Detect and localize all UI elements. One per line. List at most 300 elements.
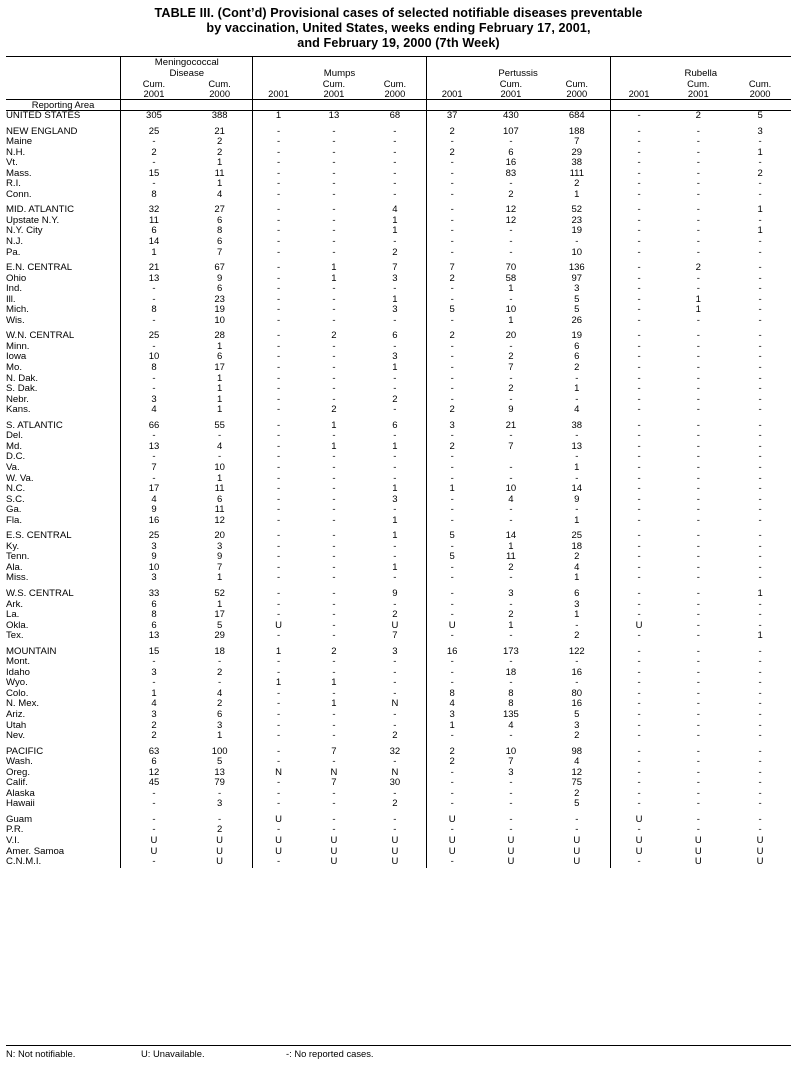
table-cell: - bbox=[121, 799, 187, 810]
table-cell: 3 bbox=[121, 668, 187, 679]
table-cell: 1 bbox=[757, 225, 763, 237]
table-cell: U bbox=[756, 856, 764, 868]
table-row bbox=[6, 857, 791, 868]
table-cell: 2 bbox=[508, 351, 514, 363]
table-row-area: Ky. bbox=[6, 540, 20, 552]
table-cell: 9 bbox=[508, 404, 514, 416]
table-row bbox=[6, 710, 791, 721]
table-cell: 684 bbox=[544, 111, 610, 122]
table-cell: - bbox=[121, 474, 187, 485]
table-cell: 3 bbox=[364, 305, 426, 316]
table-cell: 9 bbox=[544, 495, 610, 506]
table-cell: 12 bbox=[121, 768, 187, 779]
table-row-area: MID. ATLANTIC bbox=[6, 204, 75, 216]
table-cell: - bbox=[758, 530, 762, 542]
table-cell: - bbox=[696, 188, 700, 200]
table-cell: U bbox=[364, 836, 426, 847]
table-cell: - bbox=[332, 461, 336, 473]
table-cell: - bbox=[364, 158, 426, 169]
table-cell: - bbox=[332, 572, 336, 584]
table-cell: - bbox=[696, 824, 700, 836]
table-cell: - bbox=[637, 157, 641, 169]
table-cell: 2 bbox=[449, 146, 455, 158]
table-cell: 2 bbox=[544, 552, 610, 563]
table-cell: - bbox=[696, 272, 700, 284]
header-group-meningococcal bbox=[121, 57, 253, 80]
table-cell: - bbox=[696, 483, 700, 495]
table-row bbox=[6, 248, 791, 259]
table-cell: 7 bbox=[364, 631, 426, 642]
table-cell: U bbox=[448, 845, 456, 857]
table-cell: - bbox=[450, 214, 454, 226]
table-cell: - bbox=[276, 514, 281, 526]
table-cell: - bbox=[758, 157, 762, 169]
table-row bbox=[6, 205, 791, 216]
table-row-area: MOUNTAIN bbox=[6, 645, 57, 657]
table-cell: - bbox=[121, 179, 187, 190]
table-cell: - bbox=[758, 813, 762, 825]
table-cell: - bbox=[509, 372, 513, 384]
table-cell: - bbox=[450, 587, 454, 599]
table-cell: 1 bbox=[275, 110, 282, 121]
table-cell: 10 bbox=[505, 304, 517, 316]
table-row bbox=[6, 179, 791, 190]
table-cell: - bbox=[364, 342, 426, 353]
table-cell: - bbox=[364, 463, 426, 474]
table-row bbox=[6, 836, 791, 847]
table-cell: - bbox=[696, 630, 700, 642]
table-cell: 8 bbox=[121, 190, 187, 201]
table-row-area: Ga. bbox=[6, 504, 22, 516]
table-cell: - bbox=[509, 461, 513, 473]
header-col-pertussis-cum2000: Cum. 2000 bbox=[544, 79, 610, 100]
table-cell: - bbox=[696, 493, 700, 505]
table-row bbox=[6, 516, 791, 527]
table-row-area: Mass. bbox=[6, 167, 32, 179]
table-cell: - bbox=[450, 430, 454, 442]
table-cell: - bbox=[696, 798, 700, 810]
table-cell: U bbox=[544, 857, 610, 868]
table-row-area: NEW ENGLAND bbox=[6, 125, 78, 137]
table-cell: - bbox=[696, 540, 700, 552]
table-row bbox=[6, 815, 791, 826]
table-cell: 2 bbox=[544, 631, 610, 642]
table-row-area: Pa. bbox=[6, 246, 21, 258]
table-cell: 2 bbox=[508, 609, 514, 621]
table-cell: U bbox=[275, 845, 282, 857]
table-header bbox=[6, 57, 791, 111]
table-cell: - bbox=[450, 630, 454, 642]
table-cell: - bbox=[637, 561, 641, 573]
table-cell: 25 bbox=[544, 531, 610, 542]
table-cell: - bbox=[276, 214, 281, 226]
header-group-meningococcal-line2: Disease bbox=[169, 68, 205, 79]
table-cell: - bbox=[637, 530, 641, 542]
table-cell: 1 bbox=[544, 573, 610, 584]
table-cell: 52 bbox=[187, 589, 253, 600]
table-cell: - bbox=[509, 787, 513, 799]
table-row-area: S. Dak. bbox=[6, 383, 38, 395]
table-cell: 6 bbox=[187, 216, 253, 227]
table-cell: - bbox=[509, 472, 513, 484]
table-cell: - bbox=[450, 730, 454, 742]
table-cell: - bbox=[332, 756, 336, 768]
table-cell: 21 bbox=[121, 263, 187, 274]
table-cell: - bbox=[450, 787, 454, 799]
table-cell: - bbox=[332, 146, 336, 158]
table-cell: - bbox=[276, 178, 281, 190]
table-row bbox=[6, 190, 791, 201]
table-cell: 4 bbox=[508, 719, 514, 731]
table-cell: 1 bbox=[187, 158, 253, 169]
table-cell: - bbox=[696, 214, 700, 226]
table-cell: 2 bbox=[331, 404, 337, 416]
table-cell: - bbox=[450, 824, 454, 836]
table-cell: - bbox=[637, 136, 641, 148]
table-cell: - bbox=[121, 284, 187, 295]
header-col-rubella-2001: 2001 bbox=[628, 88, 650, 99]
table-cell: - bbox=[332, 136, 336, 148]
table-cell: - bbox=[758, 188, 762, 200]
table-cell: - bbox=[450, 540, 454, 552]
table-cell: U bbox=[121, 847, 187, 858]
table-cell: - bbox=[696, 698, 700, 710]
table-row bbox=[6, 474, 791, 485]
table-cell: - bbox=[758, 283, 762, 295]
table-row-area: Kans. bbox=[6, 404, 31, 416]
table-cell: - bbox=[758, 451, 762, 463]
table-cell: 122 bbox=[544, 647, 610, 658]
table-cell: - bbox=[364, 825, 426, 836]
table-cell: - bbox=[758, 730, 762, 742]
table-cell: - bbox=[121, 657, 187, 668]
table-cell: 5 bbox=[544, 799, 610, 810]
table-cell: 17 bbox=[187, 610, 253, 621]
table-cell: - bbox=[758, 609, 762, 621]
table-cell: - bbox=[332, 587, 336, 599]
table-cell: 11 bbox=[505, 551, 516, 563]
table-cell: - bbox=[637, 483, 641, 495]
table-cell: 2 bbox=[364, 799, 426, 810]
table-cell: - bbox=[332, 236, 336, 248]
table-cell: - bbox=[364, 542, 426, 553]
table-row-area: Mo. bbox=[6, 362, 22, 374]
table-cell: - bbox=[276, 483, 281, 495]
table-cell: 1 bbox=[544, 610, 610, 621]
table-cell: 9 bbox=[187, 274, 253, 285]
table-cell: 11 bbox=[121, 216, 187, 227]
table-cell: 1 bbox=[757, 146, 763, 158]
table-cell: - bbox=[637, 598, 641, 610]
table-cell: 3 bbox=[364, 647, 426, 658]
table-cell: 13 bbox=[328, 110, 340, 121]
table-row bbox=[6, 295, 791, 306]
table-cell: - bbox=[509, 136, 513, 148]
table-row-area: Wis. bbox=[6, 314, 25, 326]
table-cell: - bbox=[696, 246, 700, 258]
table-cell: 3 bbox=[187, 721, 253, 732]
table-cell: - bbox=[637, 551, 641, 563]
table-cell: - bbox=[696, 178, 700, 190]
table-cell: - bbox=[276, 756, 281, 768]
table-cell: 4 bbox=[121, 495, 187, 506]
table-cell: 29 bbox=[187, 631, 253, 642]
table-cell: - bbox=[276, 419, 281, 431]
table-cell: 1 bbox=[364, 226, 426, 237]
table-cell: 6 bbox=[121, 600, 187, 611]
table-cell: - bbox=[364, 710, 426, 721]
table-cell: 1 bbox=[364, 216, 426, 227]
table-cell: - bbox=[187, 789, 253, 800]
table-cell: 2 bbox=[121, 731, 187, 742]
table-cell: 3 bbox=[449, 708, 455, 720]
table-cell: 1 bbox=[449, 719, 455, 731]
table-cell: 10 bbox=[187, 463, 253, 474]
table-cell: 75 bbox=[544, 778, 610, 789]
table-cell: - bbox=[450, 393, 454, 405]
table-cell: - bbox=[758, 756, 762, 768]
table-row bbox=[6, 668, 791, 679]
table-cell: 25 bbox=[121, 127, 187, 138]
table-cell: - bbox=[637, 514, 641, 526]
table-cell: 1 bbox=[508, 619, 514, 631]
table-cell: 2 bbox=[695, 262, 701, 274]
table-cell: - bbox=[637, 698, 641, 710]
table-row-area: E.S. CENTRAL bbox=[6, 530, 72, 542]
table-cell: 68 bbox=[364, 111, 426, 122]
table-row-area: Alaska bbox=[6, 787, 35, 799]
table-cell: U bbox=[635, 845, 643, 857]
table-cell: - bbox=[332, 656, 336, 668]
table-cell: 7 bbox=[331, 777, 337, 789]
table-cell: - bbox=[332, 383, 336, 395]
table-cell: - bbox=[276, 225, 281, 237]
table-cell: 1 bbox=[187, 384, 253, 395]
table-cell: 7 bbox=[187, 248, 253, 259]
table-cell: U bbox=[187, 857, 253, 868]
table-cell: 7 bbox=[508, 362, 514, 374]
table-cell: - bbox=[276, 630, 281, 642]
table-cell: 30 bbox=[364, 778, 426, 789]
table-cell: 14 bbox=[544, 484, 610, 495]
table-cell: 6 bbox=[121, 621, 187, 632]
table-cell: 11 bbox=[187, 169, 253, 180]
table-cell: - bbox=[332, 630, 336, 642]
table-cell: - bbox=[276, 372, 281, 384]
table-cell: - bbox=[758, 383, 762, 395]
table-cell: - bbox=[696, 330, 700, 342]
table-cell: 1 bbox=[449, 483, 455, 495]
table-cell: - bbox=[276, 598, 281, 610]
table-row-area: Miss. bbox=[6, 572, 29, 584]
table-cell: - bbox=[364, 431, 426, 442]
table-row bbox=[6, 647, 791, 658]
table-cell: - bbox=[544, 395, 610, 406]
table-cell: 2 bbox=[331, 330, 337, 342]
table-cell: 2 bbox=[695, 110, 701, 121]
table-cell: U bbox=[694, 845, 702, 857]
table-cell: 16 bbox=[121, 516, 187, 527]
table-cell: - bbox=[758, 798, 762, 810]
table-cell: 1 bbox=[364, 484, 426, 495]
table-row-area: N. Dak. bbox=[6, 372, 38, 384]
table-cell: - bbox=[121, 158, 187, 169]
table-cell: 1 bbox=[364, 442, 426, 453]
table-cell: - bbox=[509, 246, 513, 258]
table-cell: - bbox=[758, 787, 762, 799]
table-cell: - bbox=[696, 530, 700, 542]
table-cell: - bbox=[696, 362, 700, 374]
table-cell: 4 bbox=[544, 757, 610, 768]
table-row-area: Wyo. bbox=[6, 677, 28, 689]
table-row-area: Ill. bbox=[6, 293, 16, 305]
table-cell: - bbox=[637, 630, 641, 642]
table-cell: - bbox=[276, 451, 281, 463]
table-cell: 14 bbox=[121, 237, 187, 248]
table-cell: - bbox=[276, 551, 281, 563]
table-row-area: Md. bbox=[6, 440, 22, 452]
table-cell: 52 bbox=[544, 205, 610, 216]
table-row bbox=[6, 699, 791, 710]
table-cell: - bbox=[696, 340, 700, 352]
table-row bbox=[6, 552, 791, 563]
table-cell: 8 bbox=[449, 687, 455, 699]
table-row bbox=[6, 384, 791, 395]
table-cell: 2 bbox=[757, 167, 763, 179]
table-cell: 1 bbox=[187, 731, 253, 742]
table-row bbox=[6, 573, 791, 584]
table-cell: - bbox=[276, 798, 281, 810]
table-cell: - bbox=[450, 136, 454, 148]
table-cell: 13 bbox=[121, 274, 187, 285]
table-cell: - bbox=[121, 789, 187, 800]
table-cell: 12 bbox=[187, 516, 253, 527]
table-cell: - bbox=[450, 504, 454, 516]
table-cell: - bbox=[332, 504, 336, 516]
table-cell: - bbox=[332, 472, 336, 484]
table-cell: - bbox=[637, 146, 641, 158]
table-cell: - bbox=[276, 293, 281, 305]
table-cell: - bbox=[544, 825, 610, 836]
table-cell: 8 bbox=[121, 363, 187, 374]
table-cell: - bbox=[364, 757, 426, 768]
table-cell: 10 bbox=[121, 563, 187, 574]
table-cell: 27 bbox=[187, 205, 253, 216]
table-cell: - bbox=[450, 188, 454, 200]
table-cell: - bbox=[364, 573, 426, 584]
table-row-area: Fla. bbox=[6, 514, 22, 526]
table-cell: - bbox=[637, 493, 641, 505]
table-cell: - bbox=[509, 178, 513, 190]
table-cell: - bbox=[450, 236, 454, 248]
table-cell: - bbox=[637, 430, 641, 442]
table-cell: - bbox=[758, 246, 762, 258]
table-row bbox=[6, 631, 791, 642]
table-cell: - bbox=[276, 777, 281, 789]
table-cell: - bbox=[758, 687, 762, 699]
table-cell: 3 bbox=[544, 284, 610, 295]
table-cell: - bbox=[637, 440, 641, 452]
header-group-meningococcal-line1: Meningococcal bbox=[154, 57, 219, 68]
table-cell: - bbox=[332, 125, 336, 137]
table-cell: - bbox=[276, 656, 281, 668]
table-cell: 6 bbox=[121, 757, 187, 768]
table-row-area: Ark. bbox=[6, 598, 24, 610]
table-cell: 10 bbox=[505, 745, 517, 757]
table-cell: - bbox=[637, 745, 641, 757]
table-cell: - bbox=[364, 316, 426, 327]
table-cell: - bbox=[637, 262, 641, 274]
table-cell: - bbox=[696, 504, 700, 516]
table-row bbox=[6, 405, 791, 416]
table-cell: - bbox=[637, 188, 641, 200]
table-row bbox=[6, 678, 791, 689]
table-cell: - bbox=[758, 393, 762, 405]
table-cell: U bbox=[275, 835, 282, 846]
table-row-area: Mont. bbox=[6, 656, 30, 668]
table-row bbox=[6, 274, 791, 285]
table-cell: - bbox=[696, 351, 700, 363]
table-cell: - bbox=[121, 825, 187, 836]
table-cell: - bbox=[758, 236, 762, 248]
header-reporting-area-row bbox=[6, 100, 791, 111]
table-cell: - bbox=[696, 719, 700, 731]
table-cell: - bbox=[637, 351, 641, 363]
table-cell: 1 bbox=[121, 248, 187, 259]
table-cell: 7 bbox=[508, 756, 514, 768]
table-cell: - bbox=[758, 362, 762, 374]
table-cell: - bbox=[276, 730, 281, 742]
table-cell: - bbox=[696, 514, 700, 526]
table-cell: 3 bbox=[121, 710, 187, 721]
table-cell: 5 bbox=[449, 551, 455, 563]
table-row-area: W.N. CENTRAL bbox=[6, 330, 75, 342]
table-cell: U bbox=[187, 847, 253, 858]
table-cell: 3 bbox=[544, 721, 610, 732]
table-row bbox=[6, 111, 791, 122]
table-cell: 16 bbox=[544, 699, 610, 710]
table-cell: 2 bbox=[187, 148, 253, 159]
table-cell: - bbox=[332, 483, 336, 495]
table-cell: 2 bbox=[544, 179, 610, 190]
table-row-area: Hawaii bbox=[6, 798, 35, 810]
table-cell: - bbox=[121, 374, 187, 385]
table-cell: 4 bbox=[364, 205, 426, 216]
table-cell: - bbox=[276, 561, 281, 573]
table-cell: U bbox=[544, 836, 610, 847]
table-cell: - bbox=[509, 598, 513, 610]
table-cell: - bbox=[509, 236, 513, 248]
table-cell: 5 bbox=[544, 295, 610, 306]
table-cell: 79 bbox=[187, 778, 253, 789]
table-cell: - bbox=[276, 262, 281, 274]
table-cell: - bbox=[276, 362, 281, 374]
table-cell: 1 bbox=[187, 405, 253, 416]
table-cell: 2 bbox=[121, 721, 187, 732]
table-body bbox=[6, 111, 791, 868]
table-cell: - bbox=[758, 262, 762, 274]
table-cell: - bbox=[758, 178, 762, 190]
table-cell: 173 bbox=[502, 645, 519, 657]
table-cell: 7 bbox=[449, 262, 455, 274]
table-cell: 1 bbox=[695, 293, 701, 305]
title-line-1: TABLE III. (Cont’d) Provisional cases of selected notifiable diseases preventable bbox=[154, 6, 643, 20]
table-cell: 2 bbox=[449, 745, 455, 757]
table-cell: U bbox=[635, 619, 643, 631]
table-cell: - bbox=[450, 246, 454, 258]
table-row-area: Nebr. bbox=[6, 393, 29, 405]
table-cell: - bbox=[696, 461, 700, 473]
